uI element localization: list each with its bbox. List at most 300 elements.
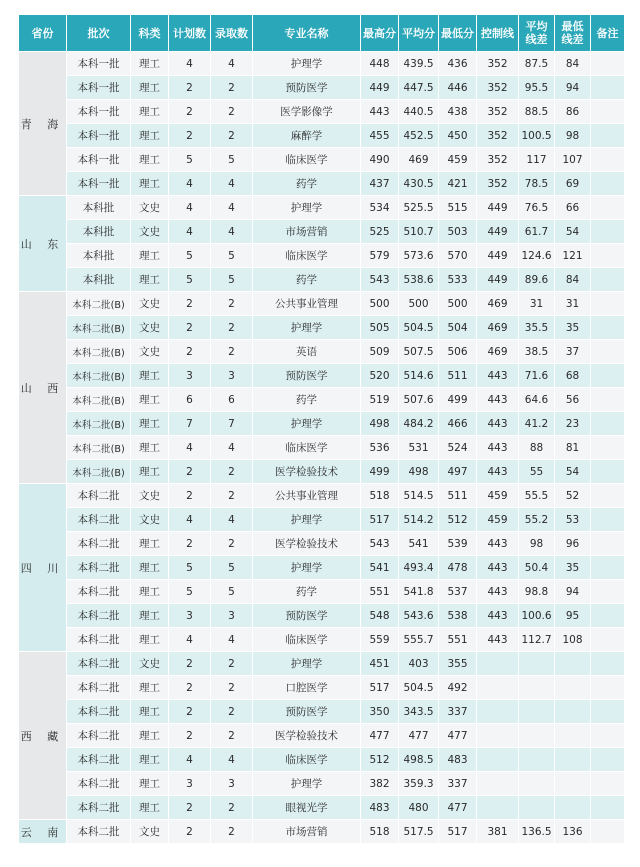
max-score-cell: 483 xyxy=(361,796,399,820)
control-line-cell: 443 xyxy=(477,628,519,652)
avg-score-cell: 541 xyxy=(399,532,439,556)
min-line-diff-cell xyxy=(555,700,591,724)
table-row xyxy=(19,652,625,676)
province-cell: 云 南 xyxy=(19,820,67,844)
remarks-cell xyxy=(591,628,625,652)
header-major-name: 专业名称 xyxy=(253,15,361,52)
avg-score-cell: 493.4 xyxy=(399,556,439,580)
batch-cell: 本科一批 xyxy=(67,52,131,76)
min-score-cell: 533 xyxy=(439,268,477,292)
plan-count-cell: 5 xyxy=(169,148,211,172)
max-score-cell: 548 xyxy=(361,604,399,628)
header-admitted-count: 录取数 xyxy=(211,15,253,52)
remarks-cell xyxy=(591,508,625,532)
admitted-count-cell: 2 xyxy=(211,796,253,820)
province-cell: 山 西 xyxy=(19,292,67,484)
admitted-count-cell: 5 xyxy=(211,148,253,172)
avg-score-cell: 484.2 xyxy=(399,412,439,436)
subject-type-cell: 理工 xyxy=(131,772,169,796)
avg-score-cell: 469 xyxy=(399,148,439,172)
avg-score-cell: 343.5 xyxy=(399,700,439,724)
admitted-count-cell: 4 xyxy=(211,196,253,220)
remarks-cell xyxy=(591,100,625,124)
batch-cell: 本科二批(B) xyxy=(67,388,131,412)
plan-count-cell: 3 xyxy=(169,604,211,628)
min-score-cell: 483 xyxy=(439,748,477,772)
control-line-cell: 469 xyxy=(477,340,519,364)
control-line-cell xyxy=(477,772,519,796)
major-name-cell: 临床医学 xyxy=(253,148,361,172)
plan-count-cell: 4 xyxy=(169,748,211,772)
min-line-diff-cell: 68 xyxy=(555,364,591,388)
batch-cell: 本科二批 xyxy=(67,484,131,508)
table-row xyxy=(19,460,625,484)
avg-score-cell: 507.6 xyxy=(399,388,439,412)
subject-type-cell: 理工 xyxy=(131,556,169,580)
table-row xyxy=(19,196,625,220)
remarks-cell xyxy=(591,676,625,700)
avg-line-diff-cell xyxy=(519,700,555,724)
avg-score-cell: 477 xyxy=(399,724,439,748)
control-line-cell xyxy=(477,700,519,724)
admitted-count-cell: 2 xyxy=(211,820,253,844)
min-line-diff-cell: 56 xyxy=(555,388,591,412)
min-score-cell: 524 xyxy=(439,436,477,460)
max-score-cell: 500 xyxy=(361,292,399,316)
subject-type-cell: 文史 xyxy=(131,820,169,844)
header-remarks: 备注 xyxy=(591,15,625,52)
avg-line-diff-cell: 55.5 xyxy=(519,484,555,508)
remarks-cell xyxy=(591,244,625,268)
control-line-cell: 469 xyxy=(477,292,519,316)
avg-score-cell: 480 xyxy=(399,796,439,820)
avg-score-cell: 498 xyxy=(399,460,439,484)
batch-cell: 本科二批(B) xyxy=(67,412,131,436)
subject-type-cell: 理工 xyxy=(131,436,169,460)
major-name-cell: 预防医学 xyxy=(253,364,361,388)
remarks-cell xyxy=(591,316,625,340)
subject-type-cell: 理工 xyxy=(131,172,169,196)
batch-cell: 本科二批(B) xyxy=(67,364,131,388)
major-name-cell: 护理学 xyxy=(253,556,361,580)
min-score-cell: 500 xyxy=(439,292,477,316)
header-min-line-diff: 最低 线差 xyxy=(555,15,591,52)
table-row xyxy=(19,52,625,76)
subject-type-cell: 理工 xyxy=(131,748,169,772)
min-score-cell: 477 xyxy=(439,724,477,748)
min-line-diff-cell: 95 xyxy=(555,604,591,628)
min-line-diff-cell: 84 xyxy=(555,52,591,76)
batch-cell: 本科二批(B) xyxy=(67,316,131,340)
remarks-cell xyxy=(591,412,625,436)
subject-type-cell: 理工 xyxy=(131,76,169,100)
table-row xyxy=(19,436,625,460)
batch-cell: 本科二批 xyxy=(67,676,131,700)
batch-cell: 本科二批 xyxy=(67,580,131,604)
major-name-cell: 公共事业管理 xyxy=(253,484,361,508)
plan-count-cell: 4 xyxy=(169,196,211,220)
avg-line-diff-cell: 112.7 xyxy=(519,628,555,652)
major-name-cell: 护理学 xyxy=(253,196,361,220)
avg-line-diff-cell xyxy=(519,652,555,676)
avg-score-cell: 504.5 xyxy=(399,676,439,700)
remarks-cell xyxy=(591,268,625,292)
table-row xyxy=(19,532,625,556)
plan-count-cell: 5 xyxy=(169,268,211,292)
avg-score-cell: 573.6 xyxy=(399,244,439,268)
remarks-cell xyxy=(591,340,625,364)
batch-cell: 本科一批 xyxy=(67,100,131,124)
avg-line-diff-cell: 100.5 xyxy=(519,124,555,148)
admitted-count-cell: 4 xyxy=(211,508,253,532)
table-row xyxy=(19,604,625,628)
avg-score-cell: 541.8 xyxy=(399,580,439,604)
control-line-cell: 352 xyxy=(477,76,519,100)
admitted-count-cell: 4 xyxy=(211,436,253,460)
control-line-cell xyxy=(477,724,519,748)
avg-line-diff-cell: 64.6 xyxy=(519,388,555,412)
admitted-count-cell: 4 xyxy=(211,52,253,76)
remarks-cell xyxy=(591,52,625,76)
min-score-cell: 537 xyxy=(439,580,477,604)
admitted-count-cell: 2 xyxy=(211,124,253,148)
min-score-cell: 466 xyxy=(439,412,477,436)
min-score-cell: 459 xyxy=(439,148,477,172)
min-line-diff-cell xyxy=(555,676,591,700)
avg-score-cell: 507.5 xyxy=(399,340,439,364)
control-line-cell: 352 xyxy=(477,172,519,196)
avg-score-cell: 440.5 xyxy=(399,100,439,124)
admitted-count-cell: 5 xyxy=(211,580,253,604)
avg-line-diff-cell: 50.4 xyxy=(519,556,555,580)
major-name-cell: 市场营销 xyxy=(253,820,361,844)
batch-cell: 本科批 xyxy=(67,268,131,292)
table-row xyxy=(19,748,625,772)
remarks-cell xyxy=(591,748,625,772)
avg-line-diff-cell: 35.5 xyxy=(519,316,555,340)
table-row xyxy=(19,244,625,268)
max-score-cell: 512 xyxy=(361,748,399,772)
max-score-cell: 517 xyxy=(361,676,399,700)
min-score-cell: 499 xyxy=(439,388,477,412)
table-row xyxy=(19,772,625,796)
control-line-cell: 443 xyxy=(477,556,519,580)
avg-score-cell: 430.5 xyxy=(399,172,439,196)
min-score-cell: 517 xyxy=(439,820,477,844)
batch-cell: 本科批 xyxy=(67,220,131,244)
batch-cell: 本科一批 xyxy=(67,148,131,172)
min-score-cell: 515 xyxy=(439,196,477,220)
subject-type-cell: 文史 xyxy=(131,340,169,364)
min-score-cell: 355 xyxy=(439,652,477,676)
plan-count-cell: 2 xyxy=(169,124,211,148)
max-score-cell: 505 xyxy=(361,316,399,340)
control-line-cell xyxy=(477,748,519,772)
subject-type-cell: 理工 xyxy=(131,124,169,148)
batch-cell: 本科二批 xyxy=(67,700,131,724)
min-line-diff-cell: 98 xyxy=(555,124,591,148)
admitted-count-cell: 2 xyxy=(211,724,253,748)
avg-score-cell: 555.7 xyxy=(399,628,439,652)
remarks-cell xyxy=(591,436,625,460)
admitted-count-cell: 2 xyxy=(211,652,253,676)
max-score-cell: 437 xyxy=(361,172,399,196)
control-line-cell: 443 xyxy=(477,580,519,604)
min-score-cell: 478 xyxy=(439,556,477,580)
remarks-cell xyxy=(591,820,625,844)
header-avg-score: 平均分 xyxy=(399,15,439,52)
avg-score-cell: 538.6 xyxy=(399,268,439,292)
avg-line-diff-cell: 88 xyxy=(519,436,555,460)
table-row xyxy=(19,292,625,316)
batch-cell: 本科二批 xyxy=(67,532,131,556)
plan-count-cell: 2 xyxy=(169,796,211,820)
control-line-cell: 443 xyxy=(477,460,519,484)
major-name-cell: 市场营销 xyxy=(253,220,361,244)
admitted-count-cell: 2 xyxy=(211,316,253,340)
header-control-line: 控制线 xyxy=(477,15,519,52)
major-name-cell: 英语 xyxy=(253,340,361,364)
min-line-diff-cell: 86 xyxy=(555,100,591,124)
major-name-cell: 口腔医学 xyxy=(253,676,361,700)
major-name-cell: 医学影像学 xyxy=(253,100,361,124)
subject-type-cell: 理工 xyxy=(131,244,169,268)
avg-line-diff-cell: 117 xyxy=(519,148,555,172)
table-row xyxy=(19,388,625,412)
major-name-cell: 护理学 xyxy=(253,412,361,436)
admitted-count-cell: 2 xyxy=(211,700,253,724)
admitted-count-cell: 3 xyxy=(211,364,253,388)
admitted-count-cell: 2 xyxy=(211,460,253,484)
min-line-diff-cell: 94 xyxy=(555,76,591,100)
control-line-cell: 449 xyxy=(477,244,519,268)
avg-line-diff-cell: 136.5 xyxy=(519,820,555,844)
remarks-cell xyxy=(591,220,625,244)
max-score-cell: 519 xyxy=(361,388,399,412)
subject-type-cell: 理工 xyxy=(131,388,169,412)
batch-cell: 本科二批 xyxy=(67,796,131,820)
avg-score-cell: 359.3 xyxy=(399,772,439,796)
table-row xyxy=(19,820,625,844)
plan-count-cell: 3 xyxy=(169,364,211,388)
remarks-cell xyxy=(591,148,625,172)
batch-cell: 本科一批 xyxy=(67,124,131,148)
major-name-cell: 临床医学 xyxy=(253,244,361,268)
table-body xyxy=(19,52,625,844)
batch-cell: 本科批 xyxy=(67,196,131,220)
subject-type-cell: 理工 xyxy=(131,628,169,652)
plan-count-cell: 2 xyxy=(169,460,211,484)
province-cell: 西 藏 xyxy=(19,652,67,820)
plan-count-cell: 4 xyxy=(169,172,211,196)
table-row xyxy=(19,628,625,652)
subject-type-cell: 理工 xyxy=(131,268,169,292)
max-score-cell: 518 xyxy=(361,820,399,844)
min-line-diff-cell: 35 xyxy=(555,316,591,340)
avg-line-diff-cell: 61.7 xyxy=(519,220,555,244)
province-cell: 青 海 xyxy=(19,52,67,196)
header-province: 省份 xyxy=(19,15,67,52)
subject-type-cell: 文史 xyxy=(131,196,169,220)
subject-type-cell: 文史 xyxy=(131,508,169,532)
avg-line-diff-cell xyxy=(519,676,555,700)
max-score-cell: 449 xyxy=(361,76,399,100)
control-line-cell: 443 xyxy=(477,436,519,460)
min-score-cell: 506 xyxy=(439,340,477,364)
avg-score-cell: 531 xyxy=(399,436,439,460)
header-row xyxy=(19,15,625,52)
control-line-cell: 469 xyxy=(477,316,519,340)
min-score-cell: 512 xyxy=(439,508,477,532)
subject-type-cell: 理工 xyxy=(131,52,169,76)
plan-count-cell: 2 xyxy=(169,292,211,316)
plan-count-cell: 3 xyxy=(169,772,211,796)
plan-count-cell: 2 xyxy=(169,484,211,508)
plan-count-cell: 2 xyxy=(169,316,211,340)
remarks-cell xyxy=(591,556,625,580)
subject-type-cell: 理工 xyxy=(131,604,169,628)
subject-type-cell: 理工 xyxy=(131,100,169,124)
min-line-diff-cell: 108 xyxy=(555,628,591,652)
major-name-cell: 护理学 xyxy=(253,508,361,532)
major-name-cell: 临床医学 xyxy=(253,436,361,460)
table-row xyxy=(19,700,625,724)
remarks-cell xyxy=(591,364,625,388)
remarks-cell xyxy=(591,484,625,508)
control-line-cell: 459 xyxy=(477,508,519,532)
major-name-cell: 眼视光学 xyxy=(253,796,361,820)
min-score-cell: 551 xyxy=(439,628,477,652)
avg-score-cell: 498.5 xyxy=(399,748,439,772)
admitted-count-cell: 2 xyxy=(211,340,253,364)
max-score-cell: 541 xyxy=(361,556,399,580)
plan-count-cell: 5 xyxy=(169,556,211,580)
admitted-count-cell: 2 xyxy=(211,532,253,556)
header-avg-line-diff: 平均 线差 xyxy=(519,15,555,52)
max-score-cell: 350 xyxy=(361,700,399,724)
control-line-cell: 381 xyxy=(477,820,519,844)
major-name-cell: 预防医学 xyxy=(253,76,361,100)
plan-count-cell: 2 xyxy=(169,100,211,124)
major-name-cell: 临床医学 xyxy=(253,628,361,652)
admitted-count-cell: 4 xyxy=(211,628,253,652)
table-row xyxy=(19,100,625,124)
major-name-cell: 护理学 xyxy=(253,652,361,676)
plan-count-cell: 2 xyxy=(169,676,211,700)
subject-type-cell: 文史 xyxy=(131,220,169,244)
plan-count-cell: 4 xyxy=(169,508,211,532)
avg-score-cell: 514.2 xyxy=(399,508,439,532)
max-score-cell: 455 xyxy=(361,124,399,148)
admitted-count-cell: 2 xyxy=(211,76,253,100)
remarks-cell xyxy=(591,172,625,196)
remarks-cell xyxy=(591,604,625,628)
admitted-count-cell: 2 xyxy=(211,676,253,700)
header-max-score: 最高分 xyxy=(361,15,399,52)
avg-score-cell: 514.5 xyxy=(399,484,439,508)
min-score-cell: 436 xyxy=(439,52,477,76)
admitted-count-cell: 4 xyxy=(211,172,253,196)
min-score-cell: 477 xyxy=(439,796,477,820)
admitted-count-cell: 3 xyxy=(211,772,253,796)
batch-cell: 本科二批 xyxy=(67,820,131,844)
avg-line-diff-cell: 55.2 xyxy=(519,508,555,532)
min-line-diff-cell: 107 xyxy=(555,148,591,172)
major-name-cell: 麻醉学 xyxy=(253,124,361,148)
max-score-cell: 559 xyxy=(361,628,399,652)
avg-score-cell: 517.5 xyxy=(399,820,439,844)
remarks-cell xyxy=(591,292,625,316)
avg-line-diff-cell: 100.6 xyxy=(519,604,555,628)
header-min-score: 最低分 xyxy=(439,15,477,52)
max-score-cell: 536 xyxy=(361,436,399,460)
subject-type-cell: 理工 xyxy=(131,676,169,700)
table-row xyxy=(19,724,625,748)
admitted-count-cell: 5 xyxy=(211,268,253,292)
avg-line-diff-cell: 98.8 xyxy=(519,580,555,604)
subject-type-cell: 理工 xyxy=(131,580,169,604)
plan-count-cell: 5 xyxy=(169,244,211,268)
min-score-cell: 504 xyxy=(439,316,477,340)
avg-score-cell: 514.6 xyxy=(399,364,439,388)
max-score-cell: 518 xyxy=(361,484,399,508)
subject-type-cell: 理工 xyxy=(131,460,169,484)
min-score-cell: 421 xyxy=(439,172,477,196)
control-line-cell: 352 xyxy=(477,52,519,76)
batch-cell: 本科一批 xyxy=(67,172,131,196)
min-score-cell: 538 xyxy=(439,604,477,628)
avg-line-diff-cell: 55 xyxy=(519,460,555,484)
batch-cell: 本科二批 xyxy=(67,604,131,628)
control-line-cell: 443 xyxy=(477,532,519,556)
major-name-cell: 预防医学 xyxy=(253,700,361,724)
batch-cell: 本科二批 xyxy=(67,748,131,772)
remarks-cell xyxy=(591,580,625,604)
max-score-cell: 543 xyxy=(361,268,399,292)
min-line-diff-cell xyxy=(555,772,591,796)
subject-type-cell: 文史 xyxy=(131,652,169,676)
min-line-diff-cell: 31 xyxy=(555,292,591,316)
max-score-cell: 490 xyxy=(361,148,399,172)
admitted-count-cell: 5 xyxy=(211,244,253,268)
table-row xyxy=(19,268,625,292)
max-score-cell: 520 xyxy=(361,364,399,388)
min-score-cell: 497 xyxy=(439,460,477,484)
table-row xyxy=(19,508,625,532)
avg-line-diff-cell: 78.5 xyxy=(519,172,555,196)
min-line-diff-cell xyxy=(555,652,591,676)
header-plan-count: 计划数 xyxy=(169,15,211,52)
major-name-cell: 临床医学 xyxy=(253,748,361,772)
max-score-cell: 443 xyxy=(361,100,399,124)
admitted-count-cell: 2 xyxy=(211,292,253,316)
avg-line-diff-cell: 76.5 xyxy=(519,196,555,220)
plan-count-cell: 2 xyxy=(169,700,211,724)
major-name-cell: 药学 xyxy=(253,580,361,604)
plan-count-cell: 2 xyxy=(169,724,211,748)
min-line-diff-cell: 94 xyxy=(555,580,591,604)
max-score-cell: 448 xyxy=(361,52,399,76)
control-line-cell: 352 xyxy=(477,100,519,124)
plan-count-cell: 4 xyxy=(169,436,211,460)
min-score-cell: 337 xyxy=(439,700,477,724)
batch-cell: 本科二批 xyxy=(67,652,131,676)
max-score-cell: 579 xyxy=(361,244,399,268)
major-name-cell: 医学检验技术 xyxy=(253,724,361,748)
table-row xyxy=(19,124,625,148)
admission-score-table-container xyxy=(18,14,624,844)
remarks-cell xyxy=(591,772,625,796)
